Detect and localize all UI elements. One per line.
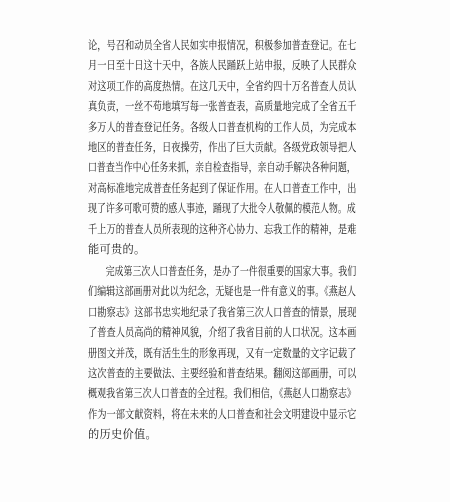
text-line: 口勘察志》这部书忠实地纪录了我省第三次人口普查的情景，展现 xyxy=(88,305,357,319)
text-line: 了普查人员高尚的精神风貌，介绍了我省目前的人口状况。这本画 xyxy=(88,326,357,340)
text-line: 论，号召和动员全省人民如实申报情况，积极参加普查登记。在七 xyxy=(88,39,357,52)
text-line: 对高标准地完成普查任务起到了保证作用。在人口普查工作中，出 xyxy=(88,181,357,195)
text-line: 口普查当作中心任务来抓，亲自检查指导，亲自动手解决各种问题， xyxy=(88,161,356,175)
text-line: 千上万的普查人员所表现的这种齐心协力、忘我工作的精神，是难 xyxy=(88,222,357,236)
text-line: 这次普查的主要做法、主要经验和普查结果。翻阅这部画册，可以 xyxy=(88,366,357,380)
text-line: 月一日至十日这十天中，各族人民踊跃上站申报，反映了人民群众 xyxy=(88,59,357,73)
text-line: 作为一部文献资料，将在未来的人口普查和社会文明建设中显示它 xyxy=(88,407,357,421)
paragraph-2 xyxy=(88,262,356,446)
text-line: 多万人的普查登记任务。各级人口普查机构的工作人员，为完成本 xyxy=(88,120,357,134)
text-line: 的历史价值。 xyxy=(88,428,157,442)
text-line: 们编辑这部画册对此以为纪念，无疑也是一件有意义的事。《燕赵人 xyxy=(88,285,357,299)
text-line: 地区的普查任务，日夜操劳，作出了巨大贡献。各级党政领导把人 xyxy=(88,140,357,154)
text-line: 对这项工作的高度热情。在这几天中，全省约四十万名普查人员认 xyxy=(88,79,357,93)
text-line: 真负责，一丝不苟地填写每一张普查表，高质量地完成了全省五千 xyxy=(88,100,357,114)
text-line: 册图文并茂，既有活生生的形象再现，又有一定数量的文字记载了 xyxy=(88,346,357,360)
text-line: 概观我省第三次人口普查的全过程。我们相信，《燕赵人口勘察志》 xyxy=(88,387,357,401)
text-line: 现了许多可歌可赞的感人事迹，踊现了大批令人敬佩的模范人物。成 xyxy=(88,202,356,216)
text-line: 完成第三次人口普查任务，是办了一件很重要的国家大事。我们 xyxy=(105,265,357,278)
text-line: 能可贵的。 xyxy=(88,242,146,256)
paragraph-1 xyxy=(88,36,356,260)
